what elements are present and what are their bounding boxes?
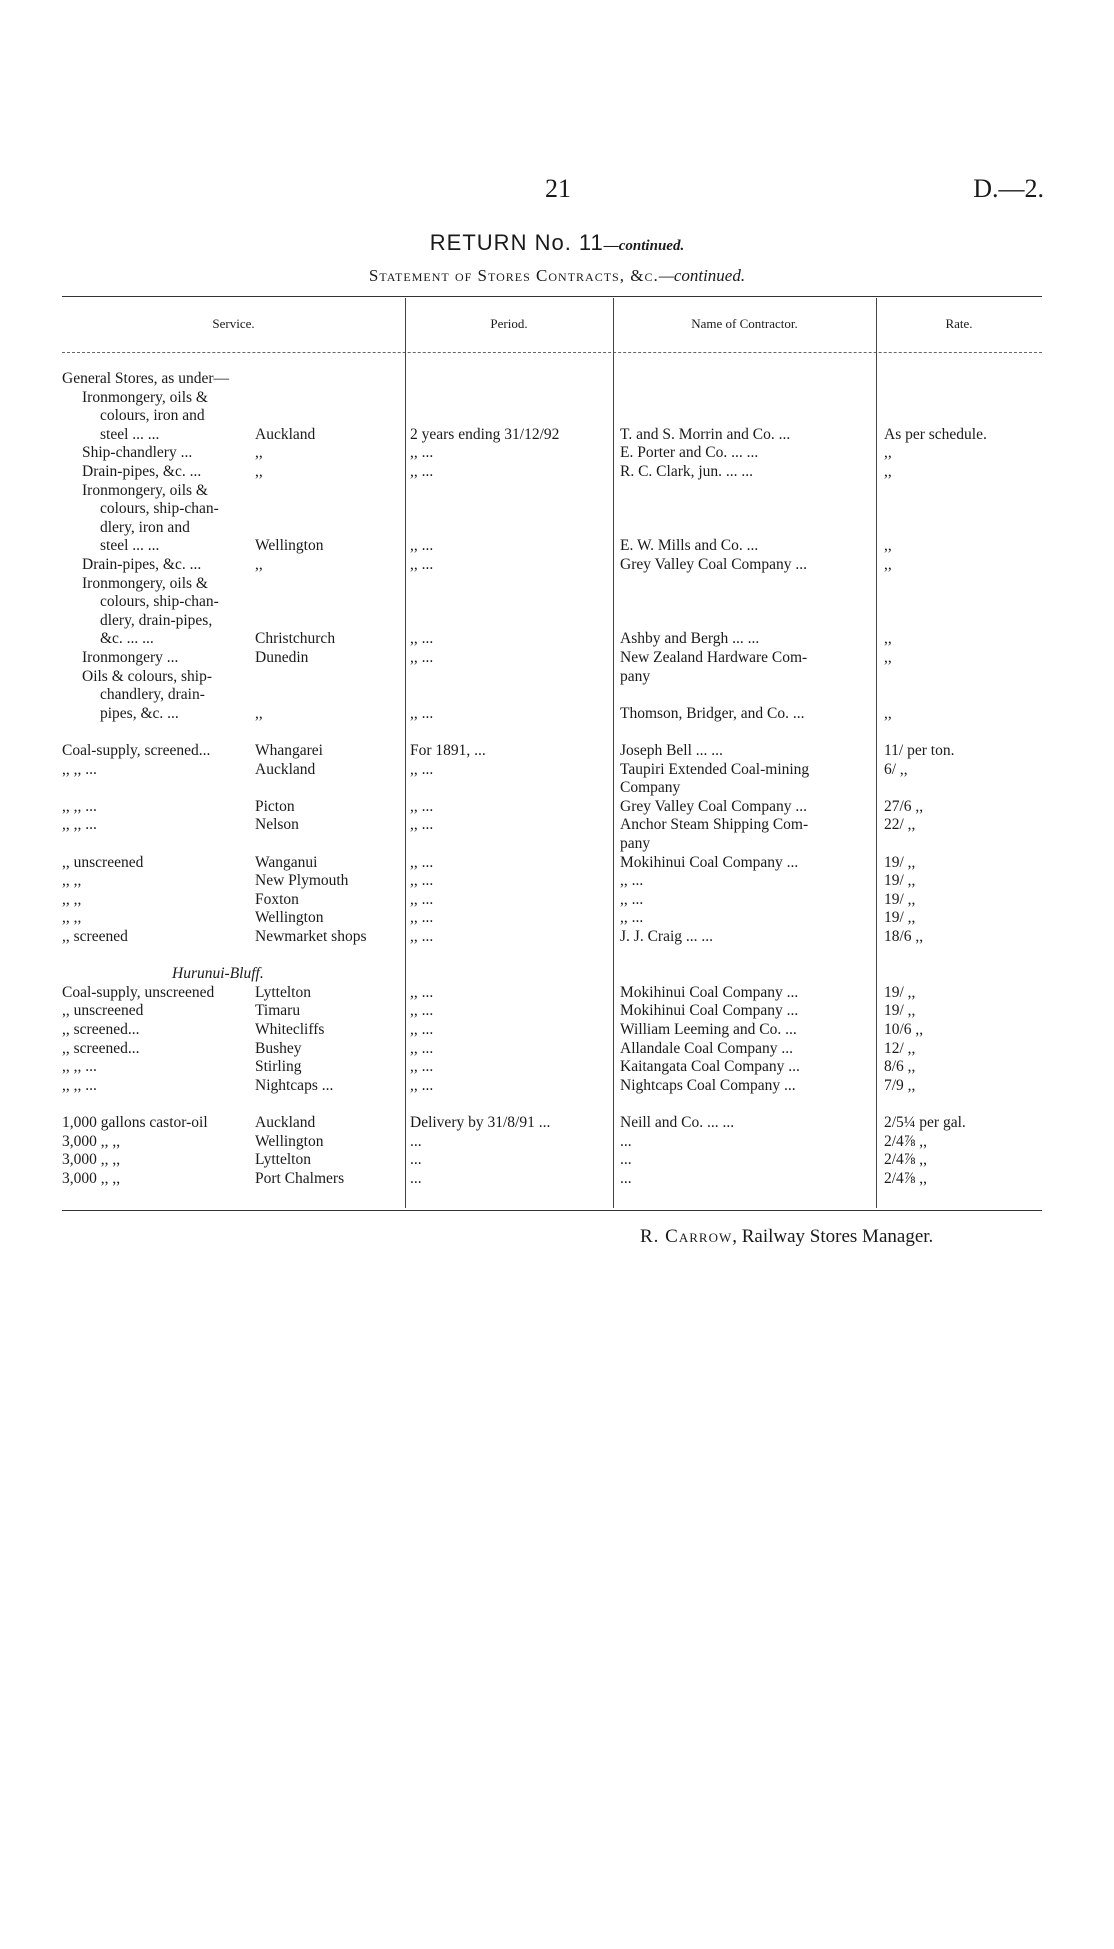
row-contractor: Taupiri Extended Coal-mining xyxy=(620,760,810,778)
row-period: ,, ... xyxy=(410,890,434,908)
row-place: ,, xyxy=(255,444,263,462)
row-contractor: Anchor Steam Shipping Com- xyxy=(620,816,809,834)
row-place: Picton xyxy=(255,797,295,815)
row-period: ,, ... xyxy=(410,1058,434,1076)
row-contractor: Joseph Bell ... ... xyxy=(620,742,723,759)
statement-title-main: Statement of Stores Contracts, &c. xyxy=(368,266,659,285)
row-rate: ,, xyxy=(884,463,892,480)
row-rate: 19/ ,, xyxy=(884,872,916,890)
row-period: 2 years ending 31/12/92 xyxy=(410,425,560,443)
row-contractor: Grey Valley Coal Company ... xyxy=(620,556,807,573)
row-contractor: ,, ... xyxy=(620,872,644,890)
row-place: Nelson xyxy=(255,816,299,834)
row-period: ,, ... xyxy=(410,928,434,945)
row-contractor: J. J. Craig ... ... xyxy=(620,928,713,945)
column-header-contractor: Name of Contractor. xyxy=(691,316,798,331)
row-period: ,, ... xyxy=(410,537,434,555)
row-rate: 19/ ,, xyxy=(884,890,916,908)
row-period: ,, ... xyxy=(410,872,434,890)
row-period: ,, ... xyxy=(410,1039,434,1057)
return-title-main: RETURN No. 11 xyxy=(429,230,604,255)
row-service: Ironmongery ... xyxy=(82,649,179,666)
row-rate: 19/ ,, xyxy=(884,853,916,871)
row-period: ,, ... xyxy=(410,649,434,666)
row-service: chandlery, drain- xyxy=(100,686,205,704)
row-place: ,, xyxy=(255,704,263,722)
document-reference: D.—2. xyxy=(973,174,1044,203)
row-service: 3,000 ,, ,, xyxy=(62,1151,121,1169)
row-place: Auckland xyxy=(255,1114,316,1131)
row-service: ,, ,, ... xyxy=(62,1076,97,1094)
row-rate: 7/9 ,, xyxy=(884,1076,916,1094)
row-rate: ,, xyxy=(884,630,892,648)
row-rate: 18/6 ,, xyxy=(884,928,924,945)
row-contractor: ... xyxy=(620,1132,632,1150)
row-rate: 10/6 ,, xyxy=(884,1021,924,1038)
row-place: Auckland xyxy=(255,760,316,778)
row-rate: As per schedule. xyxy=(884,425,987,443)
row-contractor: ,, ... xyxy=(620,890,644,908)
row-rate: 12/ ,, xyxy=(884,1039,916,1057)
row-service: pipes, &c. ... xyxy=(100,704,179,722)
row-rate: ,, xyxy=(884,704,892,722)
row-place: Whangarei xyxy=(255,742,323,759)
row-service: General Stores, as under— xyxy=(62,370,230,387)
row-service: ,, unscreened xyxy=(62,853,144,871)
row-place: ,, xyxy=(255,556,263,573)
row-period: ,, ... xyxy=(410,909,434,927)
row-rate: ,, xyxy=(884,444,892,462)
row-service: Hurunui-Bluff. xyxy=(172,965,264,983)
page-number: 21 xyxy=(545,174,571,203)
row-service: ,, ,, ... xyxy=(62,1058,97,1076)
row-service: steel ... ... xyxy=(100,425,160,443)
row-period: ... xyxy=(410,1151,422,1169)
row-service: ,, ,, ... xyxy=(62,760,97,778)
row-contractor: Grey Valley Coal Company ... xyxy=(620,797,807,815)
row-place: Christchurch xyxy=(255,630,336,648)
row-rate: 19/ ,, xyxy=(884,983,916,1001)
row-service: Ironmongery, oils & xyxy=(82,481,208,499)
row-service: ,, ,, xyxy=(62,909,82,927)
row-period: ,, ... xyxy=(410,760,434,778)
row-place: Timaru xyxy=(255,1002,301,1020)
column-header-rate: Rate. xyxy=(945,316,973,331)
row-service: ,, ,, xyxy=(62,890,82,908)
row-period: ,, ... xyxy=(410,556,434,573)
row-contractor: Company xyxy=(620,779,681,797)
row-place: Auckland xyxy=(255,425,316,443)
row-contractor: E. Porter and Co. ... ... xyxy=(620,444,759,462)
row-service: ,, screened... xyxy=(62,1039,140,1057)
row-rate: 2/4⅞ ,, xyxy=(884,1151,928,1169)
row-period: ,, ... xyxy=(410,704,434,722)
row-service: colours, ship-chan- xyxy=(100,500,219,518)
row-contractor: ... xyxy=(620,1151,632,1169)
row-period: ,, ... xyxy=(410,1021,434,1038)
row-place: Whitecliffs xyxy=(255,1021,325,1038)
row-contractor: E. W. Mills and Co. ... xyxy=(620,537,759,555)
row-place: Wellington xyxy=(255,1132,324,1150)
row-period: ,, ... xyxy=(410,444,434,462)
row-period: For 1891, ... xyxy=(410,742,486,759)
row-service: ,, unscreened xyxy=(62,1002,144,1020)
signature xyxy=(640,1226,933,1248)
row-service: Drain-pipes, &c. ... xyxy=(82,556,202,573)
column-header-service: Service. xyxy=(212,316,255,331)
row-service: 1,000 gallons castor-oil xyxy=(62,1114,208,1131)
row-place: New Plymouth xyxy=(255,872,349,890)
row-place: ,, xyxy=(255,463,263,480)
row-service: Coal-supply, unscreened xyxy=(62,983,215,1001)
row-rate: 2/4⅞ ,, xyxy=(884,1169,928,1187)
row-period: ... xyxy=(410,1169,422,1187)
row-place: Foxton xyxy=(255,890,299,908)
row-place: Wanganui xyxy=(255,853,318,871)
row-service: colours, iron and xyxy=(100,407,205,425)
row-contractor: William Leeming and Co. ... xyxy=(620,1021,797,1038)
row-period: ,, ... xyxy=(410,797,434,815)
row-period: ,, ... xyxy=(410,816,434,834)
row-service: 3,000 ,, ,, xyxy=(62,1132,121,1150)
row-service: &c. ... ... xyxy=(100,630,154,648)
row-contractor: Mokihinui Coal Company ... xyxy=(620,1002,799,1020)
row-rate: ,, xyxy=(884,649,892,666)
row-service: 3,000 ,, ,, xyxy=(62,1169,121,1187)
row-rate: 6/ ,, xyxy=(884,760,908,778)
row-place: Lyttelton xyxy=(255,1151,311,1169)
row-service: steel ... ... xyxy=(100,537,160,555)
row-place: Dunedin xyxy=(255,649,309,666)
row-rate: 2/4⅞ ,, xyxy=(884,1132,928,1150)
row-contractor: New Zealand Hardware Com- xyxy=(620,649,808,666)
row-service: Oils & colours, ship- xyxy=(82,667,213,685)
row-service: colours, ship-chan- xyxy=(100,593,219,611)
row-place: Wellington xyxy=(255,537,324,555)
row-period: Delivery by 31/8/91 ... xyxy=(410,1114,551,1131)
row-service: Ironmongery, oils & xyxy=(82,388,208,406)
row-rate: 2/5¼ per gal. xyxy=(884,1114,966,1131)
row-contractor: Kaitangata Coal Company ... xyxy=(620,1058,800,1076)
row-contractor: Nightcaps Coal Company ... xyxy=(620,1076,796,1094)
row-service: Ironmongery, oils & xyxy=(82,574,208,592)
row-period: ,, ... xyxy=(410,463,434,480)
row-rate: 8/6 ,, xyxy=(884,1058,916,1076)
row-contractor: ... xyxy=(620,1169,632,1187)
row-contractor: ,, ... xyxy=(620,909,644,927)
row-service: ,, ,, ... xyxy=(62,816,97,834)
row-rate: 27/6 ,, xyxy=(884,797,924,815)
row-rate: 19/ ,, xyxy=(884,1002,916,1020)
row-rate: ,, xyxy=(884,537,892,555)
row-place: Nightcaps ... xyxy=(255,1076,334,1094)
row-period: ,, ... xyxy=(410,1002,434,1020)
row-period: ,, ... xyxy=(410,1076,434,1094)
row-period: ,, ... xyxy=(410,983,434,1001)
row-service: ,, ,, xyxy=(62,872,82,890)
row-period: ,, ... xyxy=(410,853,434,871)
row-service: ,, screened xyxy=(62,928,128,945)
row-contractor: Mokihinui Coal Company ... xyxy=(620,983,799,1001)
row-service: dlery, drain-pipes, xyxy=(100,611,213,629)
row-contractor: T. and S. Morrin and Co. ... xyxy=(620,425,791,443)
row-place: Newmarket shops xyxy=(255,928,367,945)
row-contractor: pany xyxy=(620,667,651,685)
row-service: ,, screened... xyxy=(62,1021,140,1038)
row-period: ,, ... xyxy=(410,630,434,648)
row-place: Bushey xyxy=(255,1039,302,1057)
row-service: ,, ,, ... xyxy=(62,797,97,815)
row-contractor: R. C. Clark, jun. ... ... xyxy=(620,463,754,480)
row-contractor: Thomson, Bridger, and Co. ... xyxy=(620,704,805,722)
row-place: Port Chalmers xyxy=(255,1169,345,1187)
row-place: Lyttelton xyxy=(255,983,311,1001)
row-period: ... xyxy=(410,1132,422,1150)
row-service: dlery, iron and xyxy=(100,518,190,536)
row-rate: 22/ ,, xyxy=(884,816,916,834)
statement-title-continued: —continued. xyxy=(658,266,746,285)
signature-title: , Railway Stores Manager. xyxy=(732,1226,934,1247)
row-contractor: Allandale Coal Company ... xyxy=(620,1039,794,1057)
row-contractor: Neill and Co. ... ... xyxy=(620,1114,735,1131)
row-place: Wellington xyxy=(255,909,324,927)
row-place: Stirling xyxy=(255,1058,302,1076)
row-contractor: pany xyxy=(620,835,651,852)
row-rate: 19/ ,, xyxy=(884,909,916,927)
row-contractor: Ashby and Bergh ... ... xyxy=(620,630,760,648)
row-rate: 11/ per ton. xyxy=(884,742,955,759)
row-service: Coal-supply, screened... xyxy=(62,742,211,759)
row-contractor: Mokihinui Coal Company ... xyxy=(620,853,799,871)
return-title-continued: —continued. xyxy=(603,238,685,254)
row-service: Ship-chandlery ... xyxy=(82,444,193,462)
signature-name: R. Carrow xyxy=(640,1226,733,1247)
column-header-period: Period. xyxy=(490,316,528,331)
row-service: Drain-pipes, &c. ... xyxy=(82,463,202,480)
row-rate: ,, xyxy=(884,556,892,573)
